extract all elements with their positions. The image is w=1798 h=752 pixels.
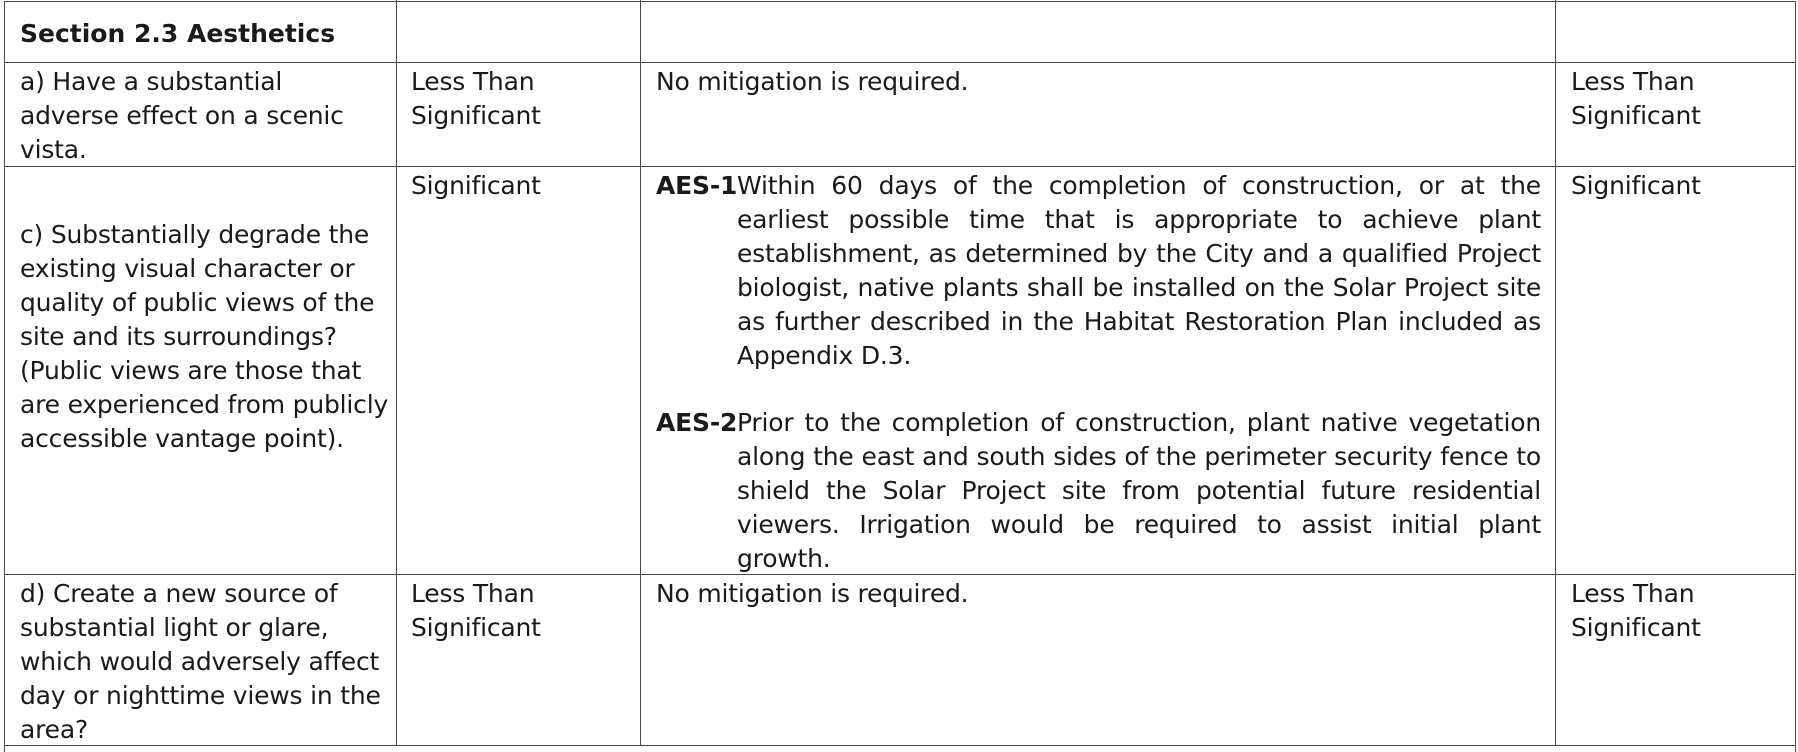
column-divider (396, 62, 397, 745)
mitigation-measure-aes-2 (656, 406, 1541, 576)
measure-code: AES-2 (656, 408, 738, 437)
significance-before-cell: Significant (411, 171, 541, 200)
impact-cell: a) Have a substantial adverse effect on a scenic vista. (20, 67, 344, 164)
column-divider (640, 0, 641, 62)
measure-text: Within 60 days of the completion of construction, or at the earliest possible time that is appropriate to achieve plant establishment, as determined by the City and a qualified Project biologist, native plants shall be installed on the Solar Project site as further described in the Habitat Restoration Plan included as Appendix D.3. (737, 171, 1541, 370)
table-border-right (1795, 1, 1796, 752)
impact-cell: c) Substantially degrade the existing visual character or quality of public views of the site and its surroundings? (Public views are those that are experienced from publicly accessible vantage point). (20, 220, 389, 453)
column-divider (1555, 62, 1556, 745)
column-divider (640, 62, 641, 745)
row-divider (4, 62, 1796, 63)
significance-before-cell: Less Than Significant (411, 67, 541, 130)
column-divider (1555, 0, 1556, 62)
measure-code: AES-1 (656, 171, 738, 200)
significance-before-cell: Less Than Significant (411, 579, 541, 642)
column-divider (396, 0, 397, 62)
significance-after-cell: Less Than Significant (1571, 579, 1701, 642)
significance-after-cell: Less Than Significant (1571, 67, 1701, 130)
mitigation-cell: No mitigation is required. (656, 579, 969, 608)
mitigation-cell: No mitigation is required. (656, 67, 969, 96)
section-title: Section 2.3 Aesthetics (20, 19, 336, 48)
impact-cell: d) Create a new source of substantial light or glare, which would adversely affect day or nighttime views in the area? (20, 579, 381, 744)
significance-after-cell: Significant (1571, 171, 1701, 200)
table-border-left (4, 1, 5, 752)
measure-text: Prior to the completion of construction, plant native vegetation along the east and south sides of the perimeter security fence to shield the Solar Project site from potential future residential viewers. Irrigation would be required to assist initial plant growth. (737, 408, 1541, 573)
table-border-top (4, 1, 1796, 2)
